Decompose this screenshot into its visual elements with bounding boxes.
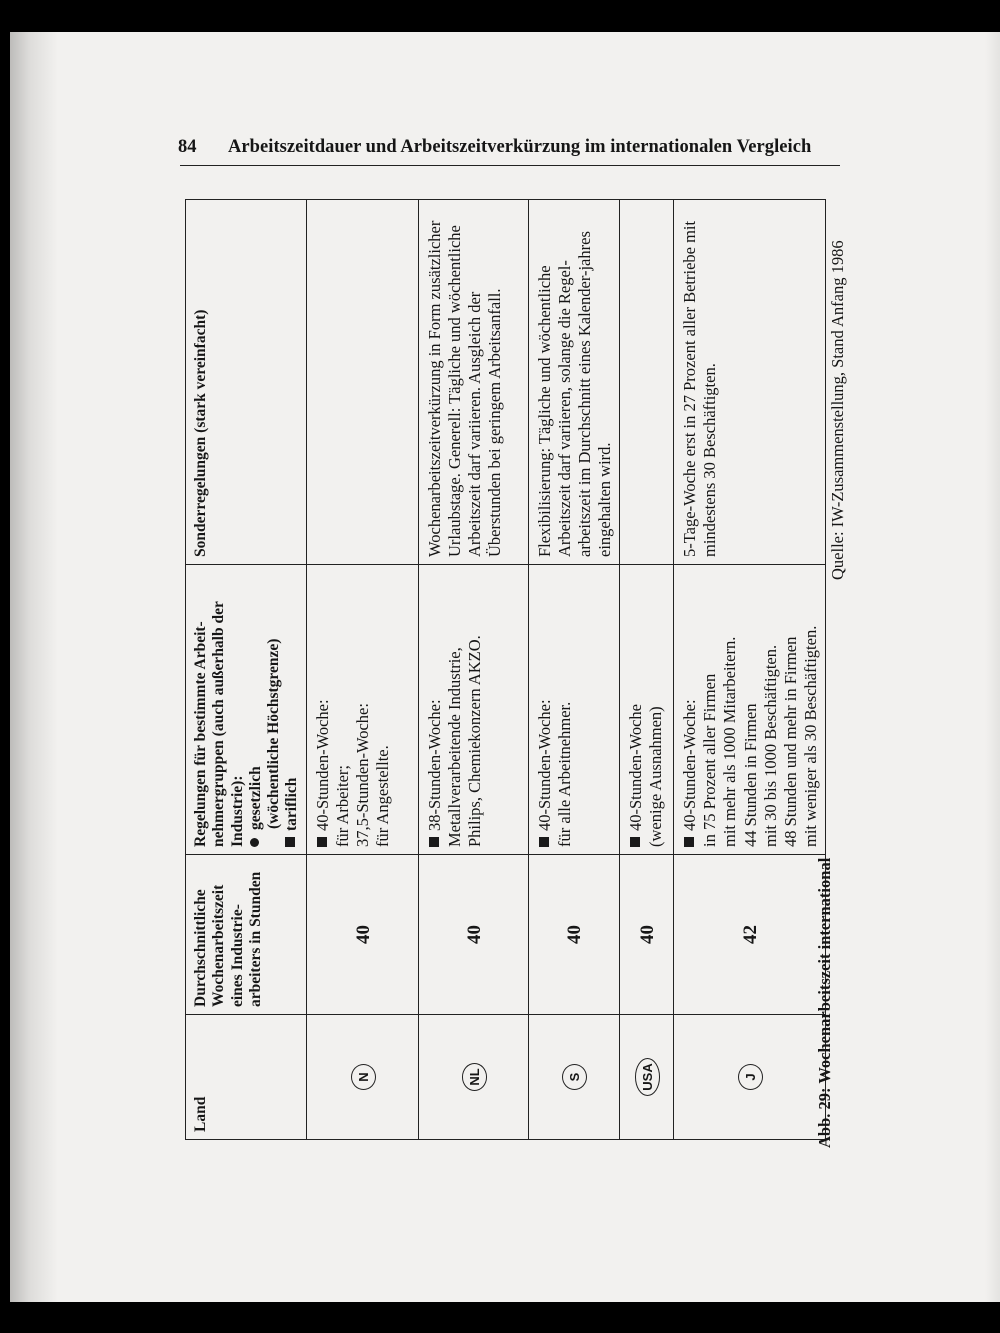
hours-cell: 42 bbox=[674, 855, 826, 1015]
table-header-row bbox=[186, 200, 307, 1140]
country-cell bbox=[674, 1015, 826, 1140]
source-note: Quelle: IW-Zusammenstellung, Stand Anfang 1986 bbox=[828, 240, 847, 580]
special-cell: Flexibilisierung: Tägliche und wöchentliche Arbeitszeit darf variieren, solange die Regel-arbeitszeit im Durchschnitt eines Kalender-jahres eingehalten wird. bbox=[528, 200, 620, 565]
country-badge: USA bbox=[635, 1058, 660, 1095]
special-cell: Wochenarbeitszeitverkürzung in Form zusätzlicher Urlaubstage. Generell: Tägliche und wöchentliche Arbeitszeit darf variieren. Ausgleich der Überstunden bei geringem Arbeitsanfall. bbox=[418, 200, 528, 565]
figure-caption: Abb. 29: Wochenarbeitszeit international bbox=[815, 857, 834, 1148]
header-rules-tariff-line bbox=[283, 572, 301, 847]
table-row bbox=[306, 200, 418, 1140]
country-cell bbox=[306, 1015, 418, 1140]
page-gutter bbox=[10, 32, 58, 1302]
working-hours-table bbox=[185, 199, 826, 1140]
country-cell bbox=[528, 1015, 620, 1140]
bullet-square-icon bbox=[630, 837, 640, 847]
header-rules-legal-line bbox=[247, 572, 265, 847]
chapter-title: Arbeitszeitdauer und Arbeitszeitverkürzung im internationalen Vergleich bbox=[228, 137, 812, 157]
bullet-dot-icon bbox=[250, 838, 259, 847]
header-rules-legal: gesetzlich bbox=[246, 766, 264, 830]
hours-cell: 40 bbox=[620, 855, 674, 1015]
running-header bbox=[178, 137, 840, 158]
hours-cell: 40 bbox=[306, 855, 418, 1015]
bullet-square-icon bbox=[684, 837, 694, 847]
header-rules-title: Regelungen für bestimmte Arbeit-nehmergruppen (auch außerhalb der Industrie): bbox=[192, 601, 246, 847]
header-rules bbox=[186, 565, 307, 855]
header-rules-tariff: tariflich bbox=[283, 777, 301, 831]
country-badge: NL bbox=[462, 1063, 487, 1090]
header-hours: Durchschnittliche Wochenarbeitszeit eines Industrie-arbeiters in Stunden bbox=[186, 855, 307, 1015]
table-row bbox=[528, 200, 620, 1140]
page-edge bbox=[985, 32, 1000, 1302]
page-number: 84 bbox=[178, 137, 197, 157]
rules-cell: 40-Stunden-Woche: für alle Arbeitnehmer. bbox=[528, 565, 620, 855]
hours-cell: 40 bbox=[528, 855, 620, 1015]
rules-cell: 38-Stunden-Woche: Metallverarbeitende Industrie, Philips, Chemiekonzern AKZO. bbox=[418, 565, 528, 855]
special-cell bbox=[620, 200, 674, 565]
bullet-square-icon bbox=[317, 837, 327, 847]
bullet-square-icon bbox=[285, 837, 295, 847]
table-row bbox=[674, 200, 826, 1140]
rules-cell: 40-Stunden-Woche (wenige Ausnahmen) bbox=[620, 565, 674, 855]
table-row bbox=[418, 200, 528, 1140]
header-rules-legal-note: (wöchentliche Höchstgrenze) bbox=[265, 638, 283, 829]
header-land: Land bbox=[186, 1015, 307, 1140]
hours-cell: 40 bbox=[418, 855, 528, 1015]
special-cell: 5-Tage-Woche erst in 27 Prozent aller Betriebe mit mindestens 30 Beschäftigten. bbox=[674, 200, 826, 565]
country-cell bbox=[620, 1015, 674, 1140]
country-badge: S bbox=[562, 1064, 587, 1090]
country-badge: N bbox=[351, 1064, 376, 1090]
special-cell bbox=[306, 200, 418, 565]
bullet-square-icon bbox=[539, 837, 549, 847]
country-cell bbox=[418, 1015, 528, 1140]
header-special: Sonderregelungen (stark vereinfacht) bbox=[186, 200, 307, 565]
bullet-square-icon bbox=[429, 837, 439, 847]
header-rule bbox=[180, 165, 840, 166]
country-badge: J bbox=[738, 1064, 763, 1090]
rules-cell: 40-Stunden-Woche: für Arbeiter; 37,5-Stunden-Woche: für Angestellte. bbox=[306, 565, 418, 855]
table-row bbox=[620, 200, 674, 1140]
rotated-table-wrapper bbox=[185, 200, 820, 1140]
rules-cell: 40-Stunden-Woche: in 75 Prozent aller Firmen mit mehr als 1000 Mitarbeitern. 44 Stunden in Firmen mit 30 bis 1000 Beschäftigten. 48 Stunden und mehr in Firmen mit weniger als 30 Beschäftigten. bbox=[674, 565, 826, 855]
